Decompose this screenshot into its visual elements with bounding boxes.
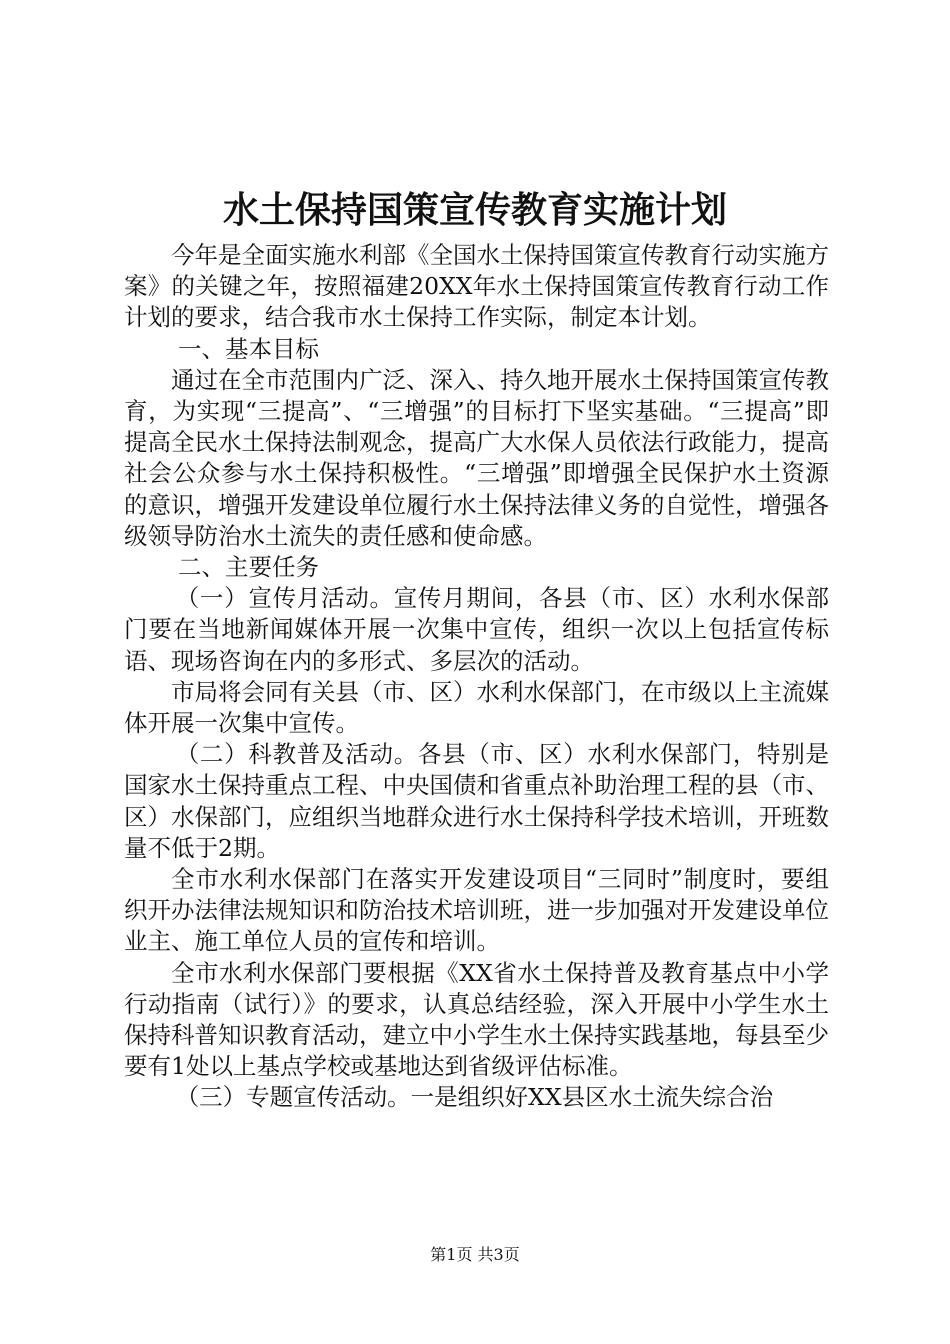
paragraph-task-2-schools: 全市水利水保部门要根据《XX省水土保持普及教育基点中小学行动指南（试行）》的要求，认真总结经验，深入开展中小学生水土保持科普知识教育活动，建立中小学生水土保持实践基地，每县至少要有1处以上基点学校或基地达到省级评估标准。 <box>124 958 829 1081</box>
paragraph-task-2-training: 全市水利水保部门在落实开发建设项目“三同时”制度时，要组织开办法律法规知识和防治技术培训班，进一步加强对开发建设单位业主、施工单位人员的宣传和培训。 <box>124 865 829 956</box>
section-heading-basic-goals: 一、基本目标 <box>178 334 320 363</box>
document-body <box>124 240 829 1114</box>
paragraph-goals: 通过在全市范围内广泛、深入、持久地开展水土保持国策宣传教育，为实现“三提高”、“三增强”的目标打下坚实基础。“三提高”即提高全民水土保持法制观念，提高广大水保人员依法行政能力，提高社会公众参与水土保持积极性。“三增强”即增强全民保护水土资源的意识，增强开发建设单位履行水土保持法律义务的自觉性，增强各级领导防治水土流失的责任感和使命感。 <box>124 365 829 550</box>
paragraph-intro: 今年是全面实施水利部《全国水土保持国策宣传教育行动实施方案》的关键之年，按照福建20XX年水土保持国策宣传教育行动工作计划的要求，结合我市水土保持工作实际，制定本计划。 <box>124 241 829 332</box>
paragraph-task-1: （一）宣传月活动。宣传月期间，各县（市、区）水利水保部门要在当地新闻媒体开展一次集中宣传，组织一次以上包括宣传标语、现场咨询在内的多形式、多层次的活动。 <box>124 584 829 675</box>
paragraph-task-1-city: 市局将会同有关县（市、区）水利水保部门，在市级以上主流媒体开展一次集中宣传。 <box>124 677 829 738</box>
paragraph-task-2: （二）科教普及活动。各县（市、区）水利水保部门，特别是国家水土保持重点工程、中央国债和省重点补助治理工程的县（市、区）水保部门，应组织当地群众进行水土保持科学技术培训，开班数量不低于2期。 <box>124 740 829 862</box>
paragraph-task-3: （三）专题宣传活动。一是组织好XX县区水土流失综合治 <box>175 1083 774 1112</box>
section-heading-main-tasks: 二、主要任务 <box>178 553 320 582</box>
page-number: 第1页 共3页 <box>430 1245 520 1264</box>
document-title: 水土保持国策宣传教育实施计划 <box>222 189 727 231</box>
